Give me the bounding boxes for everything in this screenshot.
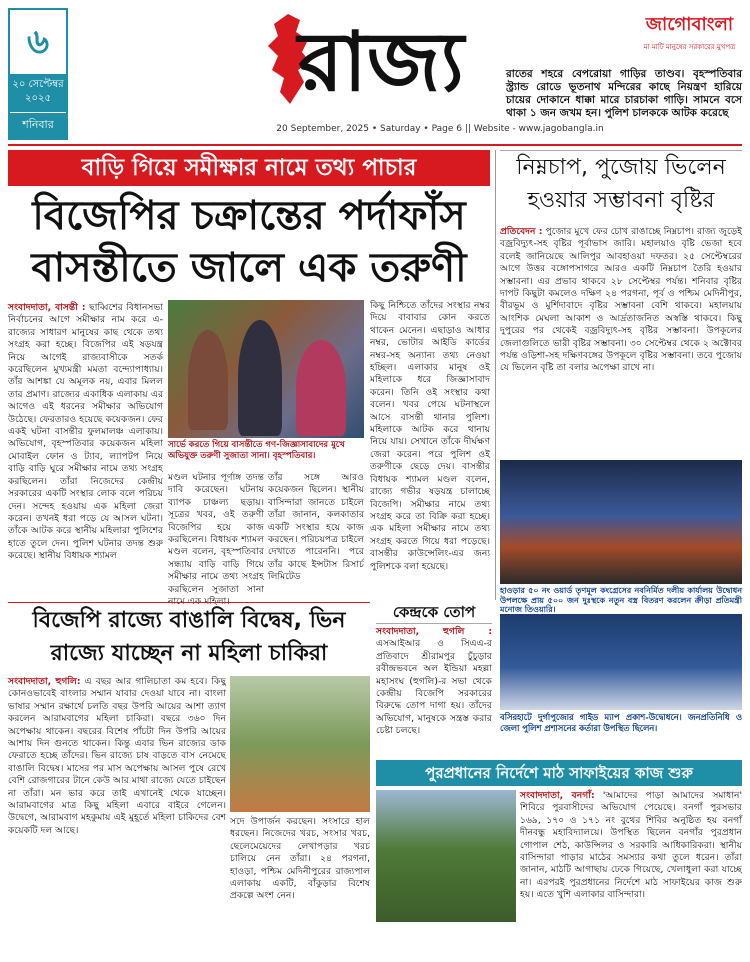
lead-byline: সংবাদদাতা, বাসন্তী : xyxy=(8,302,86,313)
page-number: ৬ xyxy=(10,10,66,74)
lead-column-2: মণ্ডল ঘটনার পূর্ণাঙ্গ তদন্ত দাবি করেছেন। ঘটনায় ব্যাপক চাঞ্চল্য ছড়ায়। সূত্রের খবর, ওই তরুণী বিজেপির হয়ে কাজ করছিলেন। বিধায়ক শ্যামল মণ্ডল বলেন, বৃহস্পতিবার সন্ধ্যায় বাড়ি বাড়ি গিয়ে সমীক্ষার নামে তথ্য সংগ্রহ করছিলেন সুজাতা সানা xyxy=(168,472,264,595)
weather-body xyxy=(500,226,742,458)
mid-column-1 xyxy=(8,676,226,956)
lead-column-3: তাঁর সঙ্গে আরও কয়েকজন ছিলেন। স্থানীয় বাসিন্দারা জানতে চাইলে তাঁরা জানান, কলকাতার একটি সংস্থার হয়ে কাজ করছেন। পরিচয়পত্র চাইলে দেখাতে পারেননি। পরে তাঁর কাছে ইন্সটাস রিসার্চ লিমিটেড xyxy=(268,472,364,583)
partner-logo-text: জাগোবাংলা xyxy=(645,14,734,35)
issue-day: শনিবার xyxy=(10,112,66,135)
kendra-body xyxy=(376,626,492,756)
bottom-headline: পুরপ্রধানের নির্দেশে মাঠ সাফাইয়ের কাজ শুরু xyxy=(376,760,742,786)
column-divider xyxy=(495,150,496,600)
lead-kicker: বাড়ি গিয়ে সমীক্ষার নামে তথ্য পাচার xyxy=(8,150,490,186)
mid-col1-text: এ বছর আর গালিচাতা কম হবে। কিছু কোনওভাবেই বাংলার সম্মান যাবার দেওয়া যাবে না। বাংলা ভাষার সম্মান রক্ষার্থে চলতি বছর উপরি আয়ের আশা ত্যাগ করলেন আরামবাগের মহিলা চাকিরা। বছরে ৩৬০ দিন অপেক্ষায় থাকেন। বছরের বিশেষ পাঁচটা দিন উপরি আয়ের আশায় দিন গুনতে থাকেন। কিন্তু এবার ভিন রাজ্যের ডাক ফেরাতে হচ্ছে তাঁদের। ভিন রাজ্যে চাষ বাড়তে বাস নেমেছে বাঙালি বিদ্বেষ। মাসের পর মাস অপেক্ষায় আসল পুষে রেখে বেশি রোজগারের টানে কেউ আর মাথা রাজ্যে যেতে চাইছেন না তাঁরা। মন ভার করে তাই এখানেই থেকে যাচ্ছেন। আরামবাগের মাত্র কিছু মহিলা এবারে বাইরে গেলেন। উদ্বেগে, আরামবাগ মহকুমায় এই মুহূর্তে মহিলা চাকিদের বেশ কয়েকটি দল আছে। xyxy=(8,676,226,836)
partner-logo xyxy=(637,10,742,53)
mid-byline: সংবাদদাতা, হুগলি: xyxy=(8,676,81,687)
dateline: 20 September, 2025 • Saturday • Page 6 || Website - www.jagobangla.in xyxy=(276,124,604,134)
bottom-text: 'আমাদের পাড়া আমাদের সমাধান' শিবিরে পুরবাসীদের অভিযোগ পেয়েছে। বনগাঁ পুরসভার ১৬৯, ১৭০ ও ১৭১ নং বুথের শিবির অনুষ্ঠিত হয় বনগাঁ দীনবন্ধু মহাবিদ্যালয়ে। উপস্থিত ছিলেন বনগাঁর পুরপ্রধান গোপাল শেঠ, কাউন্সিলর ও সরকারি আধিকারিকরা। স্থানীয় বাসিন্দারা পাড়ার মাঠের সমস্যার কথা তুলে ধরেন। তাঁরা জানান, মাঠটি আগাছায় ঢেকে গিয়েছে, খেলাধুলা করা যাচ্ছে না। এরপরই পুরপ্রধানের নির্দেশে মাঠ সাফাইয়ের কাজ শুরু হয়। এতে খুশি এলাকার বাসিন্দারা। xyxy=(520,790,742,901)
photo-figure xyxy=(188,330,228,430)
weather-headline: নিম্নচাপ, পুজোয় ভিলেন হওয়ার সম্ভাবনা বৃষ্টির xyxy=(500,150,742,224)
weather-byline: প্রতিবেদন : xyxy=(500,226,543,237)
photo-figure xyxy=(238,320,282,436)
puja-map-photo xyxy=(500,614,742,710)
section-rule xyxy=(8,602,370,603)
lead-photo xyxy=(168,300,364,438)
puja-caption-text: বসিরহাটে দুর্গাপুজোর গাইড ম্যাপ প্রকাশ-উদ্বোধনে। জনপ্রতিনিধি ও জেলা পুলিশ প্রশাসনের কর্তারা উপস্থিত ছিলেন। xyxy=(500,712,742,733)
mid-headline: বিজেপি রাজ্যে বাঙালি বিদ্বেষ, ভিন রাজ্যে যাচ্ছেন না মহিলা চাকিরা xyxy=(32,608,346,666)
photo-figure xyxy=(296,340,346,436)
partner-tagline: মা মাটি মানুষের সরকারের মুখপত্র xyxy=(643,43,736,51)
masthead-title: রাজ্য xyxy=(298,14,465,110)
issue-date: ২০ সেপ্টেম্বর ২০২৫ xyxy=(12,79,64,104)
event-photo-caption xyxy=(500,586,742,612)
lead-column-4: কিছু নিশ্চিতে তাঁদের সংস্থার নম্বর দিয়ে বাবাবার কোন করতে থাকেন মেনেন। এছাড়াও আধার নম্বর, ভোটার আইডি কার্ডের নম্বর-সহ অন্যান্য তথ্য নেওয়া হচ্ছিল। এলাকার মানুষ ওই মহিলাকে ধরে জিজ্ঞাসাবাদ করেন। তিনি ওই সংস্থার কথা বলেন। খবর পেয়ে ঘটনাস্থলে আসে বাসন্তী থানার পুলিশ। মহিলাকে আটক করে থানায় নিয়ে যায়। সেখানে তাঁকে দীর্ঘক্ষণ জেরা করেন। পরে পুলিশ ওই তরুণীকে ছেড়ে দেয়। বাসন্তীর বিধায়ক শ্যামল মণ্ডল বলেন, রাজ্যে গভীর ষড়যন্ত্র চালাচ্ছে বিজেপি। সমীক্ষার নামে তথ্য সংগ্রহ করে তা বিক্রি করা হচ্ছে। এক মহিলা সমীক্ষার নামে তথ্য সংগ্রহ করতে গিয়ে ধরা পড়েছে। বাসন্তীর কাউন্সেলিং-এর জন্য পুলিশকে বলা হয়েছে। xyxy=(370,300,490,572)
lead-column-1 xyxy=(8,302,163,600)
women-workers-photo xyxy=(230,676,370,812)
mid-column-2: সদে উপার্জন করছেন। সংসারে হাল ধরছেন। নিজেদের খরচ, সংসার খরচ, ছেলেমেয়েদের লেখাপড়ার খরচ চালিয়ে নেন তাঁরা। ২৪ পরগনা, হাওড়া, পশ্চিম মেদিনীপুরের রাজ্যপাল এলাকায় একটি, বাঁকুড়ার বিশেষ প্রকল্পে অংশ নেন। xyxy=(230,816,370,902)
event-caption-text: হাওড়ার ৫০ নং ওয়ার্ড তৃণমূল কংগ্রেসের নবনির্মিত দলীয় কার্যালয় উদ্বোধন উপলক্ষে প্রায় ৫০০ জন দুঃস্থকে নতুন বস্ত্র বিতরণ করলেন ক্রীড়া প্রতিমন্ত্রী মনোজ তিওয়ারি। xyxy=(500,586,742,614)
kendra-headline: কেন্দ্রকে তোপ xyxy=(376,600,492,624)
lead-photo-caption: সার্ভে করতে গিয়ে বাসন্তীতে গণ-জিজ্ঞাসাবাদের মুখে অভিযুক্ত তরুণী সুজাতা সানা। বৃহস্পতিবার। xyxy=(168,440,345,461)
bottom-byline: সংবাদদাতা, বনগাঁ: xyxy=(520,790,595,801)
field-cleaning-photo xyxy=(376,790,516,922)
kendra-byline: সংবাদদাতা, হুগলি : xyxy=(376,626,492,637)
puja-map-caption xyxy=(500,712,742,746)
event-photo xyxy=(500,460,742,584)
kendra-text: এসআইআর ও সিএএ-র প্রতিবাদে শ্রীরামপুর চুঁচুড়ার রবীন্দ্রভবনে অল ইন্ডিয়া মহল্লা মহাসংঘ (হুগলি)-র সভা থেকে কেন্দ্রীয় বিজেপি সরকারের বিরুদ্ধে তোপ দাগা হয়। তাঁদের অভিযোগ, মানুষকে সন্ত্রস্ত করার চেষ্টা চলছে। xyxy=(376,638,492,737)
masthead-rule xyxy=(8,144,742,146)
page-number-box xyxy=(8,8,68,140)
bottom-body xyxy=(520,790,742,956)
lead-col1-text: ছাব্বিশের বিধানসভা নির্বাচনের আগে সমীক্ষার নাম করে এ-রাজ্যের সাধারণ মানুষের কাছ থেকে তথ্য সংগ্রহ করা হচ্ছে। বিজেপির এই ষড়যন্ত্র নিয়ে আগেই রাজ্যবাসীকে সতর্ক করেছিলেন মুখ্যমন্ত্রী মমতা বন্দ্যোপাধ্যায়। তাঁর আশঙ্কা যে অমূলক নয়, এবার মিলল তার প্রমাণ। রাজ্যের একাধিক এলাকায় এর আগেও এই ধরনের সমীক্ষার অভিযোগ উঠেছে। ফেরতারও হয়েছে কয়েকজন। ফের একই ঘটনা বাসন্তীর ফুলমালঞ্চ এলাকায়। অভিযোগ, বৃহস্পতিবার কয়েকজন মহিলা মোবাইল ফোন ও ট্যাব, ল্যাপটপ নিয়ে বাড়ি বাড়ি ঘুরে সমীক্ষার নামে তথ্য সংগ্রহ করছিলেন। তাঁরা নিজেদের কেন্দ্রীয় সরকারের একটি সংস্থার লোক বলে পরিচয় দেন। সন্দেহ হওয়ায় এক মহিলা জেরা করেন। তখনই ধরা পড়ে যে আসল ঘটনা। তাঁকে আটক করে স্থানীয় মহিলারা পুলিশের হাতে তুলে দেন। পুলিশ ঘটনার তদন্ত শুরু করেছে। স্থানীয় বিধায়ক শ্যামল xyxy=(8,302,164,562)
teaser-brief: রাতের শহরে বেপরোয়া গাড়ির তাণ্ডব। বৃহস্পতিবার স্ট্র্যান্ড রোডে ভূতনাথ মন্দিরের কাছে নিয়ন্ত্রণ হারিয়ে চায়ের দোকানে ধাক্কা মারে চারচাকা গাড়ি। সামনে বসে থাকা ১ জন জখম হন। পুলিশ চালককে আটক করেছে xyxy=(506,68,742,119)
lead-headline: বিজেপির চক্রান্তের পর্দাফাঁস বাসন্তীতে জালে এক তরুণী xyxy=(31,192,467,291)
weather-text: পুজোর মুখে ফের চোখ রাঙাচ্ছে নিম্নচাপ। রাজ্য জুড়েই বজ্রবিদ্যুৎ-সহ বৃষ্টির পূর্বাভাস জারি। মহালয়াও বৃষ্টি ভেজা হবে বলেই জানিয়েছে আলিপুর আবহাওয়া দফতর। ২৫ সেপ্টেম্বরের আগে উত্তর বঙ্গোপসাগরে আরও একটি নিম্নচাপ তৈরি হওয়ার সম্ভাবনা। এর প্রভাব থাকবে ২৮ সেপ্টেম্বর পর্যন্ত। শনিবার বৃষ্টির দাপট কিছুটা কমলেও দক্ষিণ ২৪ পরগনা, পূর্ব ও পশ্চিম মেদিনীপুর, বীরভূম ও মুর্শিদাবাদে বৃষ্টির সম্ভাবনা বেশি থাকবে। মহালয়ায় আংশিক মেঘলা আকাশ ও আর্দ্রতাজনিত অস্বস্তি থাকবে। কিছু দুপুরের পর থেকেই বজ্রবিদ্যুৎ-সহ বৃষ্টির সম্ভাবনা। উপকূলের জেলাগুলিতে ভারী বৃষ্টির সম্ভাবনা। ৩০ সেপ্টেম্বর থেকে ২ অক্টোবর পর্যন্ত ওড়িশা-সহ দক্ষিণবঙ্গের উপকূলে বৃষ্টির সম্ভাবনা। তবে পুজোয় যে ভিলেন বৃষ্টি তা বলার অপেক্ষা রাখে না। xyxy=(500,226,742,374)
